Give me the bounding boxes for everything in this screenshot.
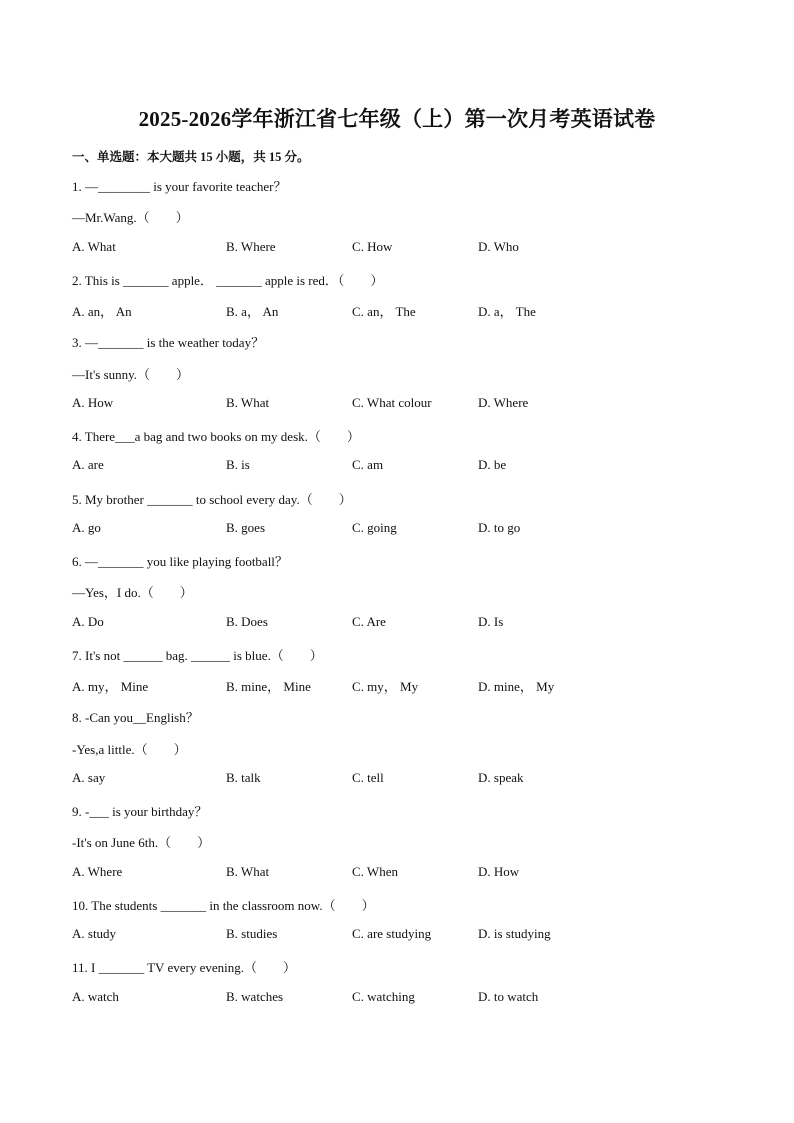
question-stem: 1. —________ is your favorite teacher？ — [72, 179, 287, 194]
answer-option: D. Who — [478, 238, 519, 254]
answer-option: C. going — [352, 519, 397, 535]
question-stem: 2. This is _______ apple． _______ apple is red．（ ） — [72, 272, 384, 288]
answer-option: A. Do — [72, 613, 104, 629]
answer-option: B. watches — [226, 988, 284, 1004]
question-stem: 5. My brother _______ to school every day.（ ） — [72, 491, 352, 507]
answer-option: B. studies — [226, 926, 278, 941]
answer-option: D. to go — [478, 519, 521, 535]
answer-option: A. an， An — [72, 304, 132, 319]
answer-option: D. be — [478, 457, 507, 473]
answer-option: C. am — [352, 457, 384, 473]
question-stem: 9. -___ is your birthday？ — [72, 804, 208, 819]
answer-option: A. say — [72, 769, 106, 785]
answer-option: D. How — [478, 863, 520, 879]
page-title: 2025-2026学年浙江省七年级（上）第一次月考英语试卷 — [138, 107, 656, 131]
question-stem: 6. —_______ you like playing football？ — [72, 554, 288, 569]
question-response-line: -Yes,a little.（ ） — [72, 741, 187, 757]
answer-option: A. What — [72, 238, 116, 254]
answer-option: D. Where — [478, 394, 529, 410]
answer-option: B. Where — [226, 238, 276, 254]
answer-option: C. my， My — [352, 679, 419, 694]
answer-option: A. Where — [72, 863, 123, 879]
question-stem: 4. There___a bag and two books on my desk.（ ） — [72, 429, 360, 444]
answer-option: C. an， The — [352, 304, 416, 319]
answer-option: C. are studying — [352, 926, 432, 941]
answer-option: A. study — [72, 926, 117, 941]
answer-option: C. How — [352, 238, 393, 254]
question-stem: 7. It's not ______ bag. ______ is blue.（ ） — [72, 647, 323, 663]
answer-option: A. How — [72, 394, 114, 410]
question-response-line: -It's on June 6th.（ ） — [72, 835, 211, 851]
answer-option: D. to watch — [478, 988, 539, 1004]
answer-option: B. goes — [226, 519, 265, 535]
question-response-line: —It's sunny.（ ） — [72, 366, 190, 382]
answer-option: B. What — [226, 394, 270, 410]
section-heading: 一、单选题：本大题共 15 小题，共 15 分。 — [72, 150, 310, 164]
answer-option: D. mine， My — [478, 679, 555, 694]
answer-option: A. go — [72, 519, 101, 535]
answer-option: B. Does — [226, 613, 268, 629]
answer-option: B. mine， Mine — [226, 679, 311, 694]
answer-option: D. Is — [478, 613, 504, 629]
answer-option: B. talk — [226, 769, 261, 785]
answer-option: D. a， The — [478, 304, 536, 319]
question-response-line: —Yes，I do.（ ） — [72, 585, 193, 601]
question-stem: 11. I _______ TV every evening.（ ） — [72, 960, 296, 976]
answer-option: A. my， Mine — [72, 679, 149, 694]
answer-option: C. watching — [352, 988, 415, 1004]
question-stem: 3. —_______ is the weather today？ — [72, 335, 265, 351]
question-stem: 10. The students _______ in the classroom now.（ ） — [72, 897, 375, 913]
answer-option: D. speak — [478, 769, 524, 785]
answer-option: C. Are — [352, 613, 386, 629]
answer-option: A. watch — [72, 988, 119, 1004]
answer-option: C. What colour — [352, 394, 432, 410]
answer-option: A. are — [72, 457, 104, 473]
answer-option: C. When — [352, 863, 398, 879]
question-response-line: —Mr.Wang.（ ） — [72, 210, 189, 226]
answer-option: D. is studying — [478, 926, 551, 941]
answer-option: B. is — [226, 457, 250, 473]
question-stem: 8. -Can you__English？ — [72, 710, 199, 726]
answer-option: C. tell — [352, 769, 384, 785]
answer-option: B. a， An — [226, 304, 279, 319]
answer-option: B. What — [226, 863, 270, 879]
